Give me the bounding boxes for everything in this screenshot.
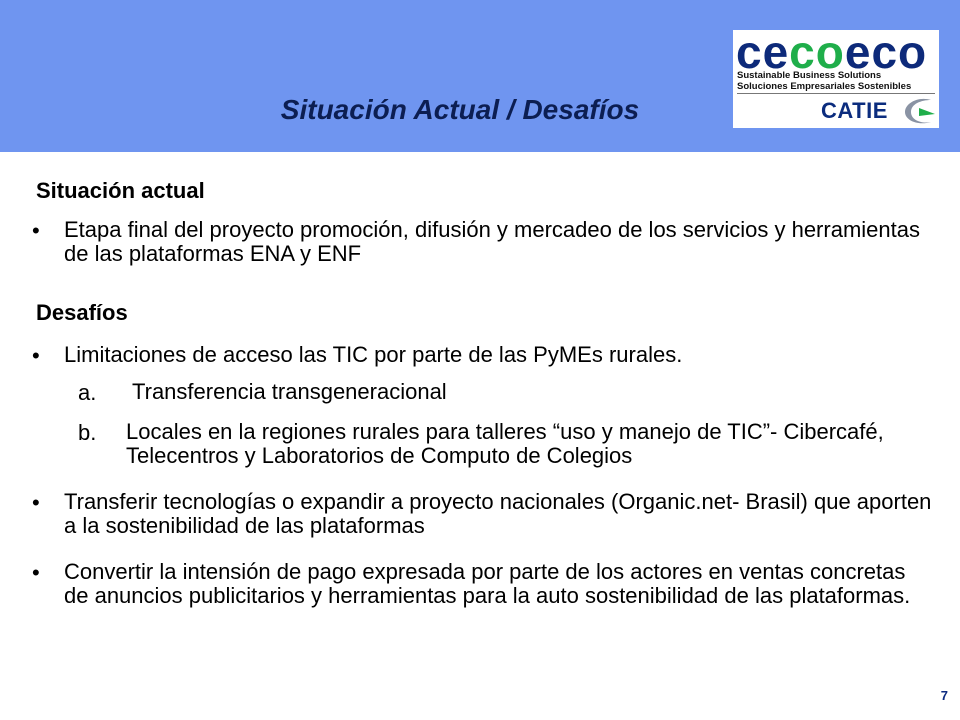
heading-current-situation: Situación actual: [36, 178, 205, 203]
sub-item-a-label: a.: [78, 380, 97, 405]
bullet-marker: •: [32, 490, 40, 515]
bullet-text-challenge-1: Limitaciones de acceso las TIC por parte de las PyMEs rurales.: [64, 342, 683, 367]
logo-wordmark-part1: ce: [736, 26, 790, 78]
logo-tagline-en: Sustainable Business Solutions: [737, 70, 882, 81]
heading-challenges: Desafíos: [36, 300, 128, 325]
page-number: 7: [940, 688, 948, 703]
sub-item-b-text: Locales en la regiones rurales para talleres “uso y manejo de TIC”- Cibercafé, Telecentros y Laboratorios de Computo de Colegios: [126, 419, 884, 468]
sub-item-a-text: Transferencia transgeneracional: [132, 379, 447, 404]
bullet-text-challenge-2: Transferir tecnologías o expandir a proyecto nacionales (Organic.net- Brasil) que aporten a la sostenibilidad de las plataformas: [64, 489, 932, 538]
bullet-marker: •: [32, 218, 40, 243]
catie-logo-text: CATIE: [821, 98, 888, 123]
catie-swoosh-icon: [901, 94, 937, 128]
logo-wordmark-part3: eco: [844, 26, 928, 78]
sub-item-b-label: b.: [78, 420, 97, 445]
logo-tagline-es: Soluciones Empresariales Sostenibles: [737, 81, 912, 92]
bullet-text-challenge-3: Convertir la intensión de pago expresada por parte de los actores en ventas concretas de anuncios publicitarios y herramientas para la auto sostenibilidad de las plataformas.: [64, 559, 911, 608]
slide-title: Situación Actual / Desafíos: [280, 94, 640, 125]
bullet-marker: •: [32, 560, 40, 585]
bullet-marker: •: [32, 343, 40, 368]
bullet-text-current: Etapa final del proyecto promoción, difusión y mercadeo de los servicios y herramientas de las plataformas ENA y ENF: [64, 217, 920, 266]
cecoeco-logo: [733, 26, 939, 128]
logo-wordmark-part2: co: [789, 26, 845, 78]
